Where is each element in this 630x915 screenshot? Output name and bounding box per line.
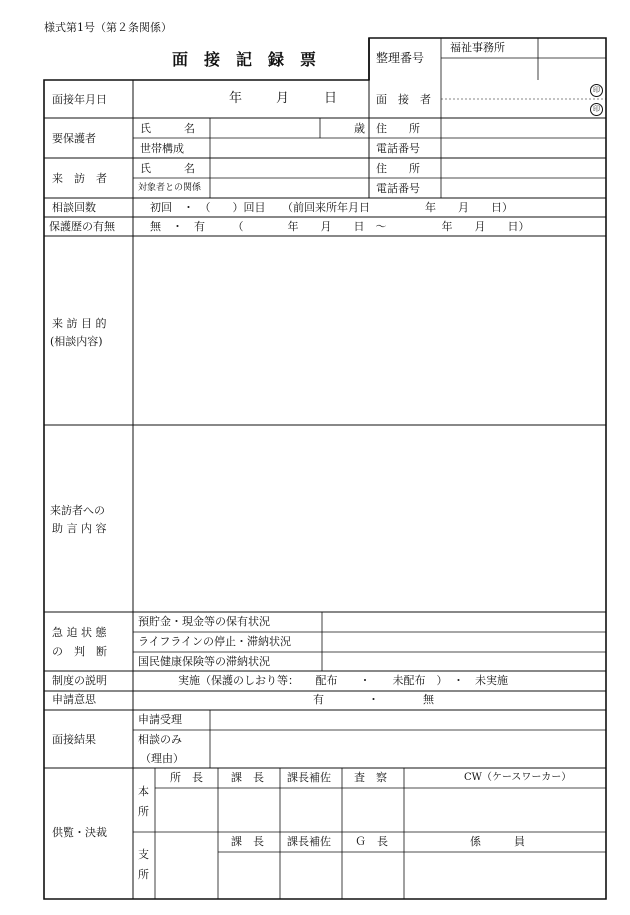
jimusho-field[interactable] <box>545 40 603 56</box>
hogo-reki-text: 無 ・ 有 （ 年 月 日 ～ 年 月 日） <box>150 220 530 233</box>
yohogosha-address-label: 住 所 <box>376 122 420 135</box>
kyoran-header: 課長補佐 <box>287 835 331 848</box>
raihosha-label: 来 訪 者 <box>52 172 107 185</box>
yohogosha-name-field[interactable] <box>212 120 318 136</box>
raihosha-address-label: 住 所 <box>376 162 420 175</box>
kekka-item: 相談のみ <box>138 733 182 746</box>
kekka-label: 面接結果 <box>52 733 96 746</box>
kyuhaku-label-2: の 判 断 <box>52 645 107 658</box>
shisho-label: 支 <box>138 848 149 861</box>
honsho-label: 本 <box>138 785 149 798</box>
shinsei-text: 有 ・ 無 <box>313 693 434 706</box>
mokuteki-label-1: 来 訪 目 的 <box>52 317 107 330</box>
seiri-bango-field[interactable] <box>445 60 601 78</box>
relation-label: 対象者との関係 <box>138 183 202 193</box>
mensetsu-date-label: 面接年月日 <box>52 93 107 106</box>
year-label: 年 <box>229 91 243 106</box>
form-number: 様式第1号（第２条関係） <box>44 21 172 34</box>
kyoran-label: 供覧・決裁 <box>52 826 107 839</box>
fukushi-jimusho-label: 福祉事務所 <box>450 41 505 54</box>
interviewer-label: 面 接 者 <box>376 93 431 106</box>
kyuhaku-item: 国民健康保険等の滞納状況 <box>138 655 270 668</box>
jogen-label-2: 助 言 内 容 <box>52 522 107 535</box>
kyoran-header: 課 長 <box>231 835 264 848</box>
month-label: 月 <box>276 91 290 106</box>
yohogosha-label: 要保護者 <box>52 132 96 145</box>
raihosha-phone-label: 電話番号 <box>376 182 420 195</box>
hogo-reki-label: 保護歴の有無 <box>49 220 115 233</box>
seido-text: 実施（保護のしおり等： 配布 ・ 未配布 ） ・ 未実施 <box>178 674 508 687</box>
mokuteki-textarea[interactable] <box>136 239 602 422</box>
raihosha-name-label: 氏 名 <box>140 162 195 175</box>
yohogosha-phone-label: 電話番号 <box>376 142 420 155</box>
seal-icon: 印 <box>590 84 603 97</box>
seido-label: 制度の説明 <box>52 674 107 687</box>
yohogosha-name-label: 氏 名 <box>140 122 195 135</box>
kyoran-header: 係 員 <box>470 835 525 848</box>
kyoran-header: Ｇ 長 <box>355 835 388 848</box>
mokuteki-label-2: (相談内容) <box>50 335 103 348</box>
honsho-label: 所 <box>138 805 149 818</box>
kekka-item: 申請受理 <box>138 713 182 726</box>
kyuhaku-item: ライフラインの停止・滞納状況 <box>138 635 292 648</box>
kyoran-header: 所 長 <box>170 771 203 784</box>
kyoran-header: 査 察 <box>354 771 387 784</box>
kyuhaku-item: 預貯金・現金等の保有状況 <box>138 615 270 628</box>
kyoran-header: 課長補佐 <box>287 771 331 784</box>
kyuhaku-label-1: 急 迫 状 態 <box>52 626 107 639</box>
jogen-label-1: 来訪者への <box>50 504 105 517</box>
form-title: 面 接 記 録 票 <box>172 50 317 69</box>
sodan-kaisu-label: 相談回数 <box>52 201 96 214</box>
kyoran-header: 課 長 <box>231 771 264 784</box>
seiri-bango-label: 整理番号 <box>376 51 425 65</box>
household-label: 世帯構成 <box>140 142 184 155</box>
shinsei-label: 申請意思 <box>52 693 96 706</box>
shisho-label: 所 <box>138 868 149 881</box>
age-label: 歳 <box>354 122 365 135</box>
seal-icon: 印 <box>590 103 603 116</box>
jogen-textarea[interactable] <box>136 428 602 609</box>
day-label: 日 <box>324 91 338 106</box>
kyoran-header: CW（ケースワーカー） <box>464 772 572 783</box>
kekka-item: （理由） <box>140 752 184 765</box>
sodan-kaisu-text: 初回 ・ （ ）回目 （前回来所年月日 年 月 日） <box>150 201 513 214</box>
